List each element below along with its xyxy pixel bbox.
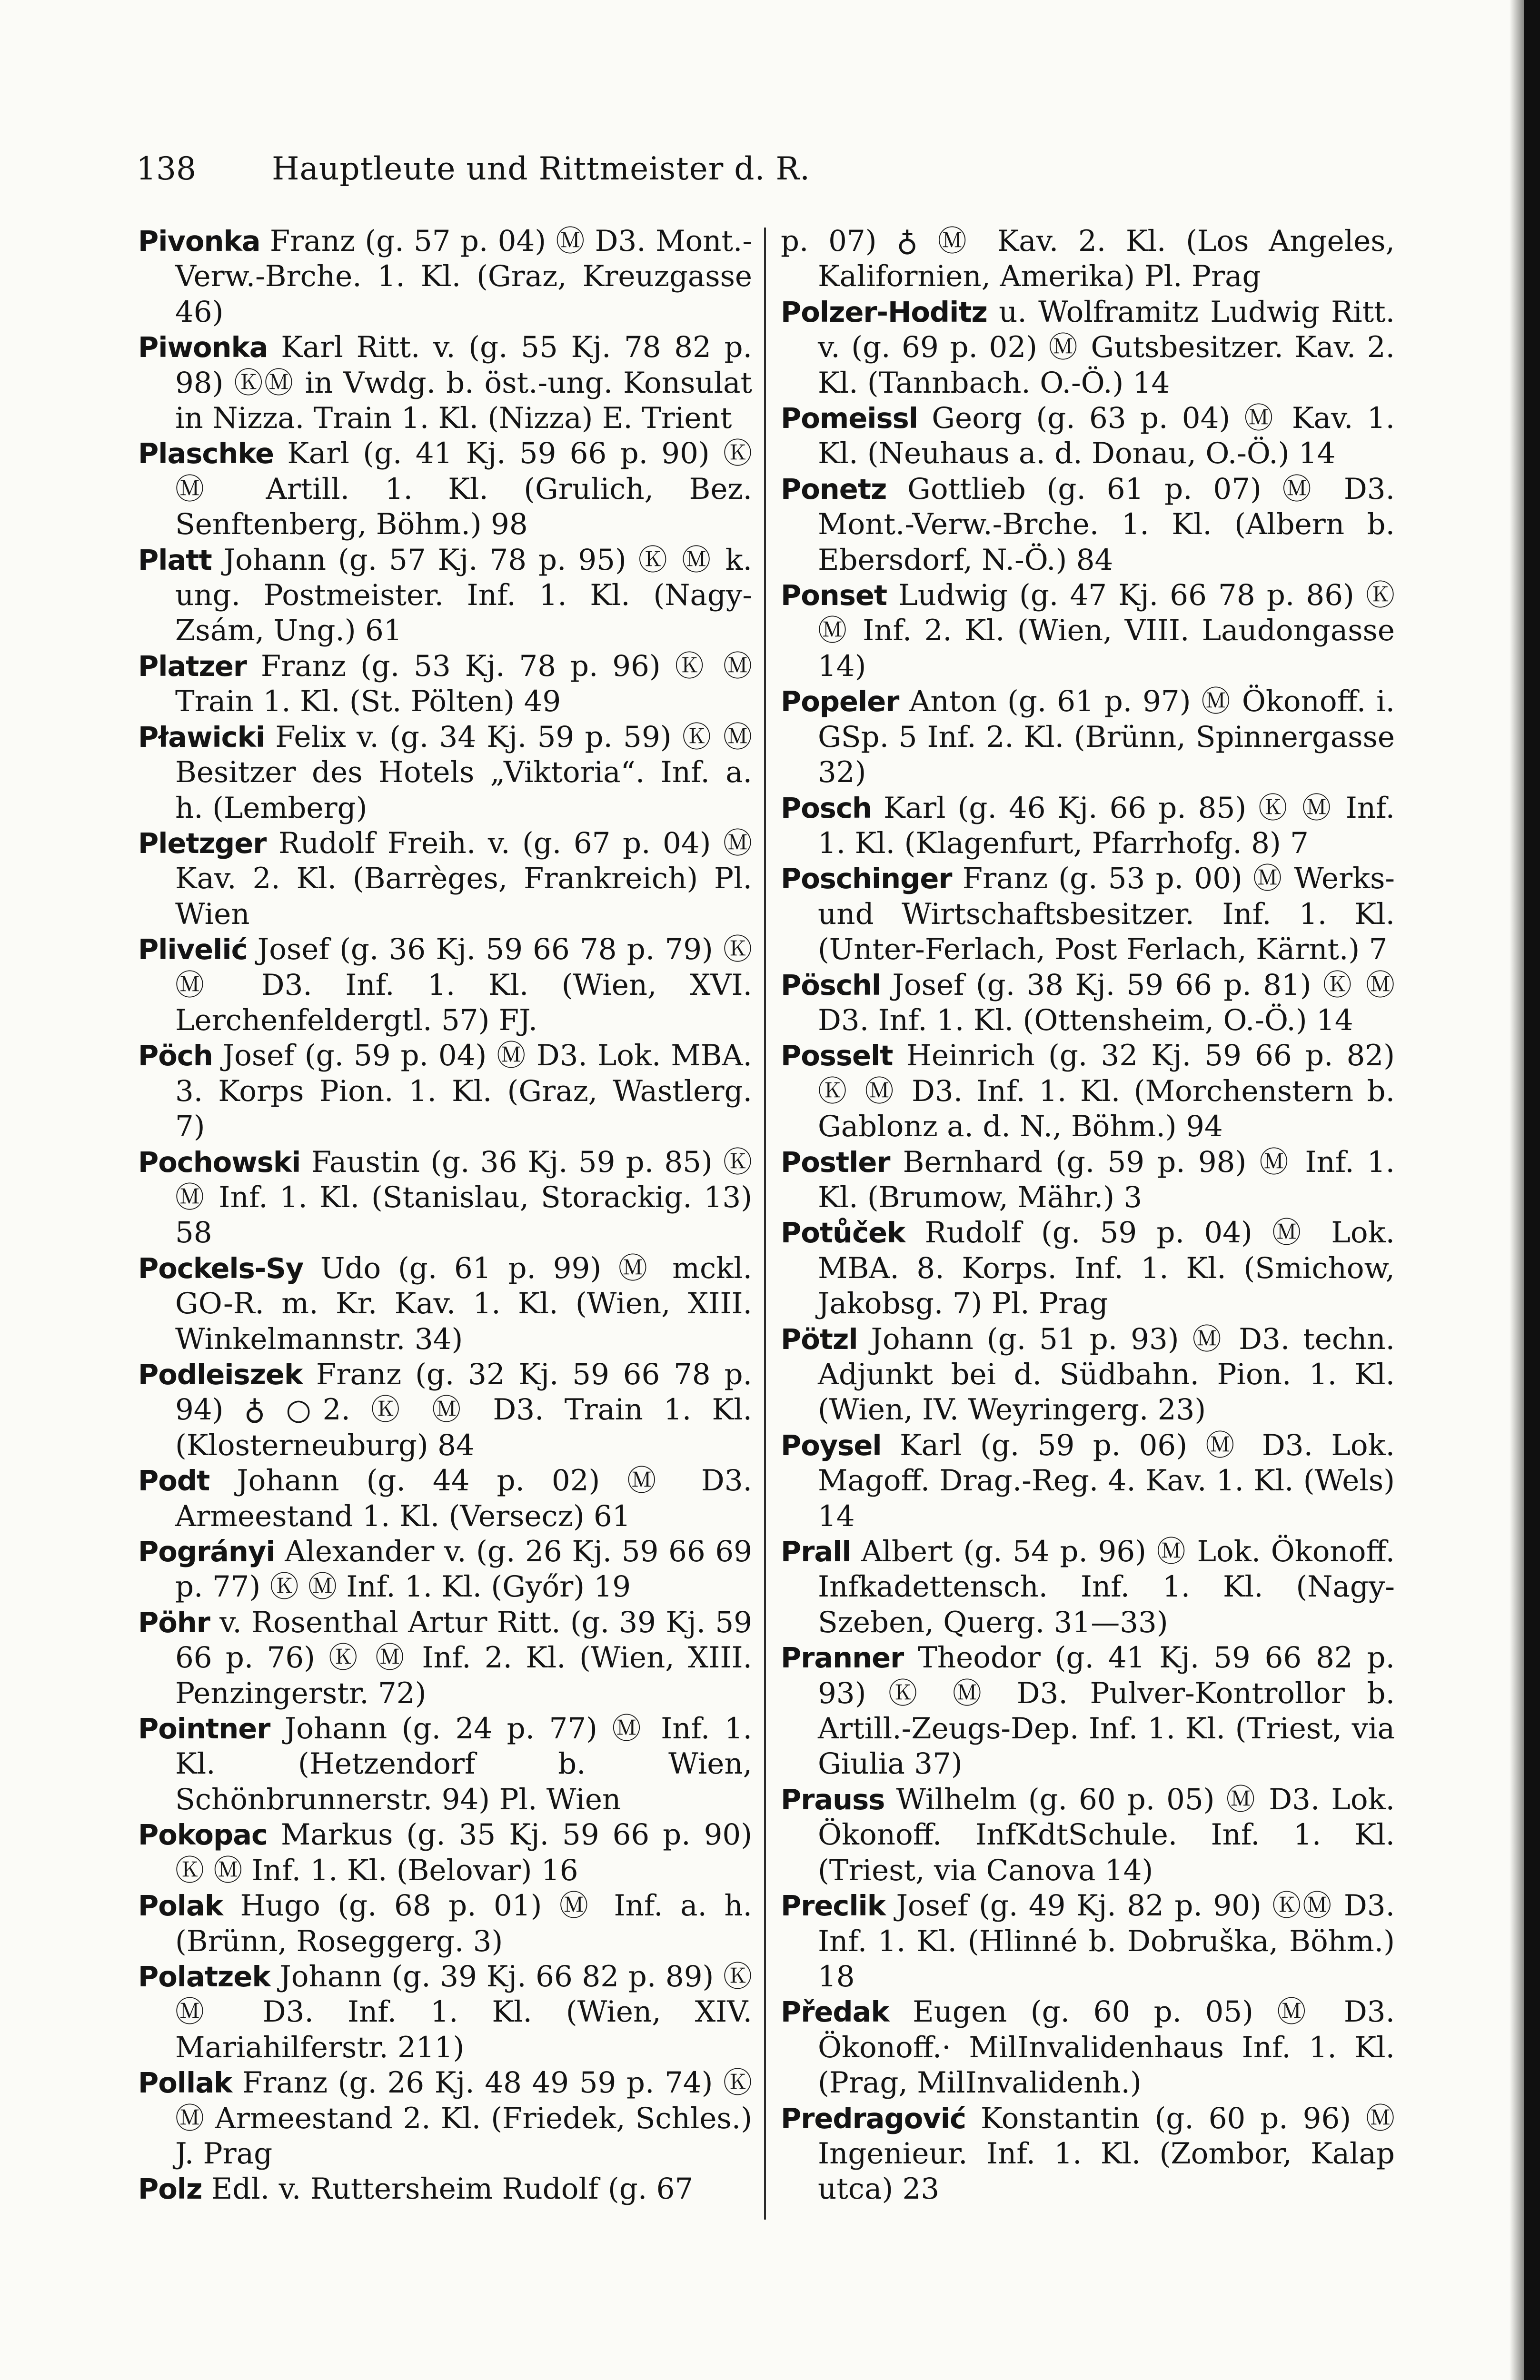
directory-entry bbox=[138, 1817, 752, 1888]
entry-surname: Posch bbox=[781, 791, 872, 824]
entry-surname: Platzer bbox=[138, 649, 247, 683]
entry-details: Rudolf (g. 59 p. 04) Ⓜ Lok. MBA. 8. Korps. Inf. 1. Kl. (Smichow, Jakobsg. 7) Pl. Prag bbox=[818, 1216, 1395, 1321]
entry-details: Karl (g. 41 Kj. 59 66 p. 90) Ⓚ Ⓜ Artill. 1. Kl. (Grulich, Bez. Senftenberg, Böhm.) 98 bbox=[175, 436, 752, 542]
directory-entry bbox=[781, 1145, 1395, 1216]
entry-surname: Poschinger bbox=[781, 862, 952, 895]
directory-entry bbox=[781, 791, 1395, 862]
entry-surname: Preclik bbox=[781, 1889, 886, 1923]
entry-surname: Pokopac bbox=[138, 1818, 268, 1852]
entry-surname: Polak bbox=[138, 1889, 223, 1923]
directory-entry bbox=[781, 1782, 1395, 1888]
directory-entry bbox=[138, 2172, 752, 2207]
entry-surname: Posselt bbox=[781, 1039, 893, 1072]
entry-details: Johann (g. 39 Kj. 66 82 p. 89) Ⓚ Ⓜ D3. Inf. 1. Kl. (Wien, XIV. Mariahilferstr. 211) bbox=[175, 1959, 752, 2064]
directory-entry bbox=[781, 578, 1395, 684]
directory-entry bbox=[138, 1357, 752, 1463]
entry-surname: Pławicki bbox=[138, 720, 265, 754]
entry-details: Heinrich (g. 32 Kj. 59 66 p. 82) Ⓚ Ⓜ D3. Inf. 1. Kl. (Morchenstern b. Gablonz a. d. N., Böhm.) 94 bbox=[818, 1039, 1395, 1144]
directory-entry bbox=[138, 1251, 752, 1357]
directory-entry bbox=[138, 436, 752, 542]
entry-details: Karl (g. 59 p. 06) Ⓜ D3. Lok. Magoff. Drag.-Reg. 4. Kav. 1. Kl. (Wels) 14 bbox=[818, 1428, 1395, 1533]
entry-details: Eugen (g. 60 p. 05) Ⓜ D3. Ökonoff.· MilInvalidenhaus Inf. 1. Kl. (Prag, MilInvalidenh.) bbox=[818, 1995, 1395, 2100]
page-edge-shadow bbox=[1510, 0, 1524, 2380]
entry-surname: Pöch bbox=[138, 1039, 213, 1072]
entry-surname: Predragović bbox=[781, 2102, 966, 2135]
entry-details: v. Rosenthal Artur Ritt. (g. 39 Kj. 59 66 p. 76) Ⓚ Ⓜ Inf. 2. Kl. (Wien, XIII. Penzingerstr. 72) bbox=[175, 1605, 752, 1710]
directory-entry bbox=[781, 1534, 1395, 1640]
entry-details: Johann (g. 51 p. 93) Ⓜ D3. techn. Adjunkt bei d. Südbahn. Pion. 1. Kl. (Wien, IV. Weyringerg. 23) bbox=[818, 1322, 1395, 1427]
entry-surname: Pranner bbox=[781, 1641, 904, 1675]
entry-surname: Polzer-Hoditz bbox=[781, 295, 987, 328]
directory-entry bbox=[781, 1994, 1395, 2101]
directory-entry bbox=[781, 861, 1395, 967]
directory-entry bbox=[781, 968, 1395, 1039]
entry-details: Johann (g. 57 Kj. 78 p. 95) Ⓚ Ⓜ k. ung. Postmeister. Inf. 1. Kl. (Nagy-Zsám, Ung.) 61 bbox=[175, 543, 752, 648]
entry-details: Hugo (g. 68 p. 01) Ⓜ Inf. a. h. (Brünn, Roseggerg. 3) bbox=[175, 1889, 752, 1958]
directory-entry bbox=[138, 1145, 752, 1251]
page-number: 138 bbox=[136, 150, 196, 187]
directory-entry bbox=[781, 1215, 1395, 1321]
entry-surname: Pöschl bbox=[781, 968, 881, 1002]
entry-surname: Polatzek bbox=[138, 1960, 270, 1993]
directory-entry bbox=[138, 649, 752, 720]
entry-details: Felix v. (g. 34 Kj. 59 p. 59) Ⓚ Ⓜ Besitzer des Hotels „Viktoria“. Inf. a. h. (Lemberg) bbox=[175, 720, 752, 825]
directory-entry bbox=[781, 684, 1395, 790]
entry-surname: Plaschke bbox=[138, 437, 274, 470]
directory-entry bbox=[781, 1322, 1395, 1428]
entry-surname: Plivelić bbox=[138, 933, 248, 966]
entry-details: Ludwig (g. 47 Kj. 66 78 p. 86) Ⓚ Ⓜ Inf. 2. Kl. (Wien, VIII. Laudongasse 14) bbox=[818, 578, 1395, 683]
entry-surname: Popeler bbox=[781, 685, 899, 718]
entry-details: Faustin (g. 36 Kj. 59 p. 85) Ⓚ Ⓜ Inf. 1. Kl. (Stanislau, Storackig. 13) 58 bbox=[175, 1145, 752, 1250]
directory-entry bbox=[138, 2065, 752, 2172]
directory-entry bbox=[138, 1888, 752, 1959]
directory-entry bbox=[781, 1428, 1395, 1534]
directory-entry bbox=[138, 1605, 752, 1711]
entry-surname: Pomeissl bbox=[781, 402, 918, 435]
directory-entry bbox=[138, 224, 752, 330]
entry-surname: Pöhr bbox=[138, 1606, 210, 1639]
directory-entry bbox=[138, 330, 752, 436]
directory-entry bbox=[781, 2101, 1395, 2207]
directory-entry bbox=[781, 1640, 1395, 1782]
entry-surname: Předak bbox=[781, 1995, 889, 2029]
entry-surname: Pivonka bbox=[138, 225, 260, 258]
entry-surname: Piwonka bbox=[138, 331, 268, 364]
entry-surname: Prall bbox=[781, 1535, 851, 1568]
entry-details: p. 07) ♁ Ⓜ Kav. 2. Kl. (Los Angeles, Kalifornien, Amerika) Pl. Prag bbox=[781, 224, 1395, 294]
directory-entry bbox=[781, 224, 1395, 295]
directory-entry bbox=[138, 932, 752, 1038]
entry-surname: Prauss bbox=[781, 1783, 885, 1816]
left-column bbox=[138, 224, 752, 2247]
page-header bbox=[136, 143, 811, 195]
entry-surname: Pötzl bbox=[781, 1322, 858, 1356]
entry-details: Theodor (g. 41 Kj. 59 66 82 p. 93) Ⓚ Ⓜ D3. Pulver-Kontrollor b. Artill.-Zeugs-Dep. Inf. 1. Kl. (Triest, via Giulia 37) bbox=[818, 1641, 1395, 1781]
directory-entry bbox=[138, 1959, 752, 2065]
entry-surname: Pollak bbox=[138, 2066, 232, 2100]
directory-entry bbox=[781, 295, 1395, 401]
directory-entry bbox=[781, 1038, 1395, 1144]
entry-details: Franz (g. 26 Kj. 48 49 59 p. 74) Ⓚ Ⓜ Armeestand 2. Kl. (Friedek, Schles.) J. Prag bbox=[175, 2066, 752, 2171]
entry-details: Johann (g. 44 p. 02) Ⓜ D3. Armeestand 1. Kl. (Versecz) 61 bbox=[175, 1464, 752, 1533]
entry-details: Johann (g. 24 p. 77) Ⓜ Inf. 1. Kl. (Hetzendorf b. Wien, Schönbrunnerstr. 94) Pl. Wien bbox=[175, 1712, 752, 1816]
entry-details: Karl Ritt. v. (g. 55 Kj. 78 82 p. 98) ⓀⓂ in Vwdg. b. öst.-ung. Konsulat in Nizza. Train 1. Kl. (Nizza) E. Trient bbox=[175, 330, 752, 436]
entry-surname: Potůček bbox=[781, 1216, 905, 1250]
entry-details: u. Wolframitz Ludwig Ritt. v. (g. 69 p. 02) Ⓜ Gutsbesitzer. Kav. 2. Kl. (Tannbach. O.-Ö.) 14 bbox=[818, 295, 1395, 400]
entry-details: Franz (g. 57 p. 04) Ⓜ D3. Mont.-Verw.-Brche. 1. Kl. (Graz, Kreuzgasse 46) bbox=[175, 224, 752, 329]
entry-surname: Ponset bbox=[781, 579, 887, 612]
entry-details: Anton (g. 61 p. 97) Ⓜ Ökonoff. i. GSp. 5 Inf. 2. Kl. (Brünn, Spinnergasse 32) bbox=[818, 684, 1395, 790]
column-divider bbox=[764, 228, 766, 2220]
entry-details: Josef (g. 36 Kj. 59 66 78 p. 79) Ⓚ Ⓜ D3. Inf. 1. Kl. (Wien, XVI. Lerchenfeldergtl. 57) FJ. bbox=[175, 932, 752, 1037]
running-head: Hauptleute und Rittmeister d. R. bbox=[272, 150, 811, 187]
right-column bbox=[781, 224, 1395, 2247]
entry-details: Josef (g. 59 p. 04) Ⓜ D3. Lok. MBA. 3. Korps Pion. 1. Kl. (Graz, Wastlerg. 7) bbox=[175, 1039, 752, 1144]
directory-entry bbox=[138, 720, 752, 826]
entry-details: Wilhelm (g. 60 p. 05) Ⓜ D3. Lok. Ökonoff. InfKdtSchule. Inf. 1. Kl. (Triest, via Canova 14) bbox=[818, 1782, 1395, 1887]
directory-entry bbox=[138, 1038, 752, 1144]
entry-details: Rudolf Freih. v. (g. 67 p. 04) Ⓜ Kav. 2. Kl. (Barrèges, Frankreich) Pl. Wien bbox=[175, 826, 752, 931]
directory-entry bbox=[781, 401, 1395, 472]
entry-surname: Pochowski bbox=[138, 1145, 301, 1179]
scan-border bbox=[1524, 0, 1540, 2380]
entry-surname: Pletzger bbox=[138, 826, 267, 860]
entry-details: Konstantin (g. 60 p. 96) Ⓜ Ingenieur. Inf. 1. Kl. (Zombor, Kalap utca) 23 bbox=[818, 2101, 1395, 2206]
entry-details: Josef (g. 38 Kj. 59 66 p. 81) Ⓚ Ⓜ D3. Inf. 1. Kl. (Ottensheim, O.-Ö.) 14 bbox=[818, 968, 1395, 1037]
directory-entry bbox=[138, 1711, 752, 1817]
directory-entry bbox=[781, 472, 1395, 578]
entry-surname: Poysel bbox=[781, 1428, 882, 1462]
entry-surname: Pointner bbox=[138, 1712, 270, 1745]
entry-details: Alexander v. (g. 26 Kj. 59 66 69 p. 77) Ⓚ Ⓜ Inf. 1. Kl. (Győr) 19 bbox=[175, 1535, 752, 1604]
entry-surname: Pockels-Sy bbox=[138, 1251, 304, 1285]
entry-details: Franz (g. 32 Kj. 59 66 78 p. 94) ♁ ○2. Ⓚ Ⓜ D3. Train 1. Kl. (Klosterneuburg) 84 bbox=[175, 1358, 752, 1462]
directory-entry bbox=[138, 1463, 752, 1534]
entry-details: Bernhard (g. 59 p. 98) Ⓜ Inf. 1. Kl. (Brumow, Mähr.) 3 bbox=[818, 1145, 1395, 1214]
entry-details: Markus (g. 35 Kj. 59 66 p. 90) Ⓚ Ⓜ Inf. 1. Kl. (Belovar) 16 bbox=[175, 1818, 752, 1887]
entry-details: Gottlieb (g. 61 p. 07) Ⓜ D3. Mont.-Verw.-Brche. 1. Kl. (Albern b. Ebersdorf, N.-Ö.) 84 bbox=[818, 472, 1395, 577]
entry-details: Albert (g. 54 p. 96) Ⓜ Lok. Ökonoff. Infkadettensch. Inf. 1. Kl. (Nagy-Szeben, Querg. 31—33) bbox=[818, 1535, 1395, 1639]
entry-surname: Podt bbox=[138, 1464, 210, 1497]
entry-details: Franz (g. 53 p. 00) Ⓜ Werks- und Wirtschaftsbesitzer. Inf. 1. Kl. (Unter-Ferlach, Post Ferlach, Kärnt.) 7 bbox=[818, 862, 1395, 967]
entry-surname: Polz bbox=[138, 2172, 202, 2206]
entry-details: Udo (g. 61 p. 99) Ⓜ mckl. GO-R. m. Kr. Kav. 1. Kl. (Wien, XIII. Winkelmannstr. 34) bbox=[175, 1251, 752, 1356]
entry-details: Georg (g. 63 p. 04) Ⓜ Kav. 1. Kl. (Neuhaus a. d. Donau, O.-Ö.) 14 bbox=[818, 401, 1395, 471]
directory-entry bbox=[781, 1888, 1395, 1994]
entry-details: Edl. v. Ruttersheim Rudolf (g. 67 bbox=[202, 2172, 694, 2206]
entry-surname: Pogrányi bbox=[138, 1535, 275, 1568]
directory-entry bbox=[138, 543, 752, 649]
entry-surname: Podleiszek bbox=[138, 1358, 303, 1391]
entry-details: Karl (g. 46 Kj. 66 p. 85) Ⓚ Ⓜ Inf. 1. Kl. (Klagenfurt, Pfarrhofg. 8) 7 bbox=[818, 791, 1395, 860]
entry-details: Franz (g. 53 Kj. 78 p. 96) Ⓚ Ⓜ Train 1. Kl. (St. Pölten) 49 bbox=[175, 649, 752, 719]
entry-surname: Platt bbox=[138, 543, 212, 576]
directory-entry bbox=[138, 1534, 752, 1605]
directory-entry bbox=[138, 826, 752, 932]
entry-surname: Ponetz bbox=[781, 472, 887, 506]
entry-surname: Postler bbox=[781, 1145, 890, 1179]
entry-details: Josef (g. 49 Kj. 82 p. 90) ⓀⓂ D3. Inf. 1. Kl. (Hlinné b. Dobruška, Böhm.) 18 bbox=[818, 1889, 1395, 1993]
